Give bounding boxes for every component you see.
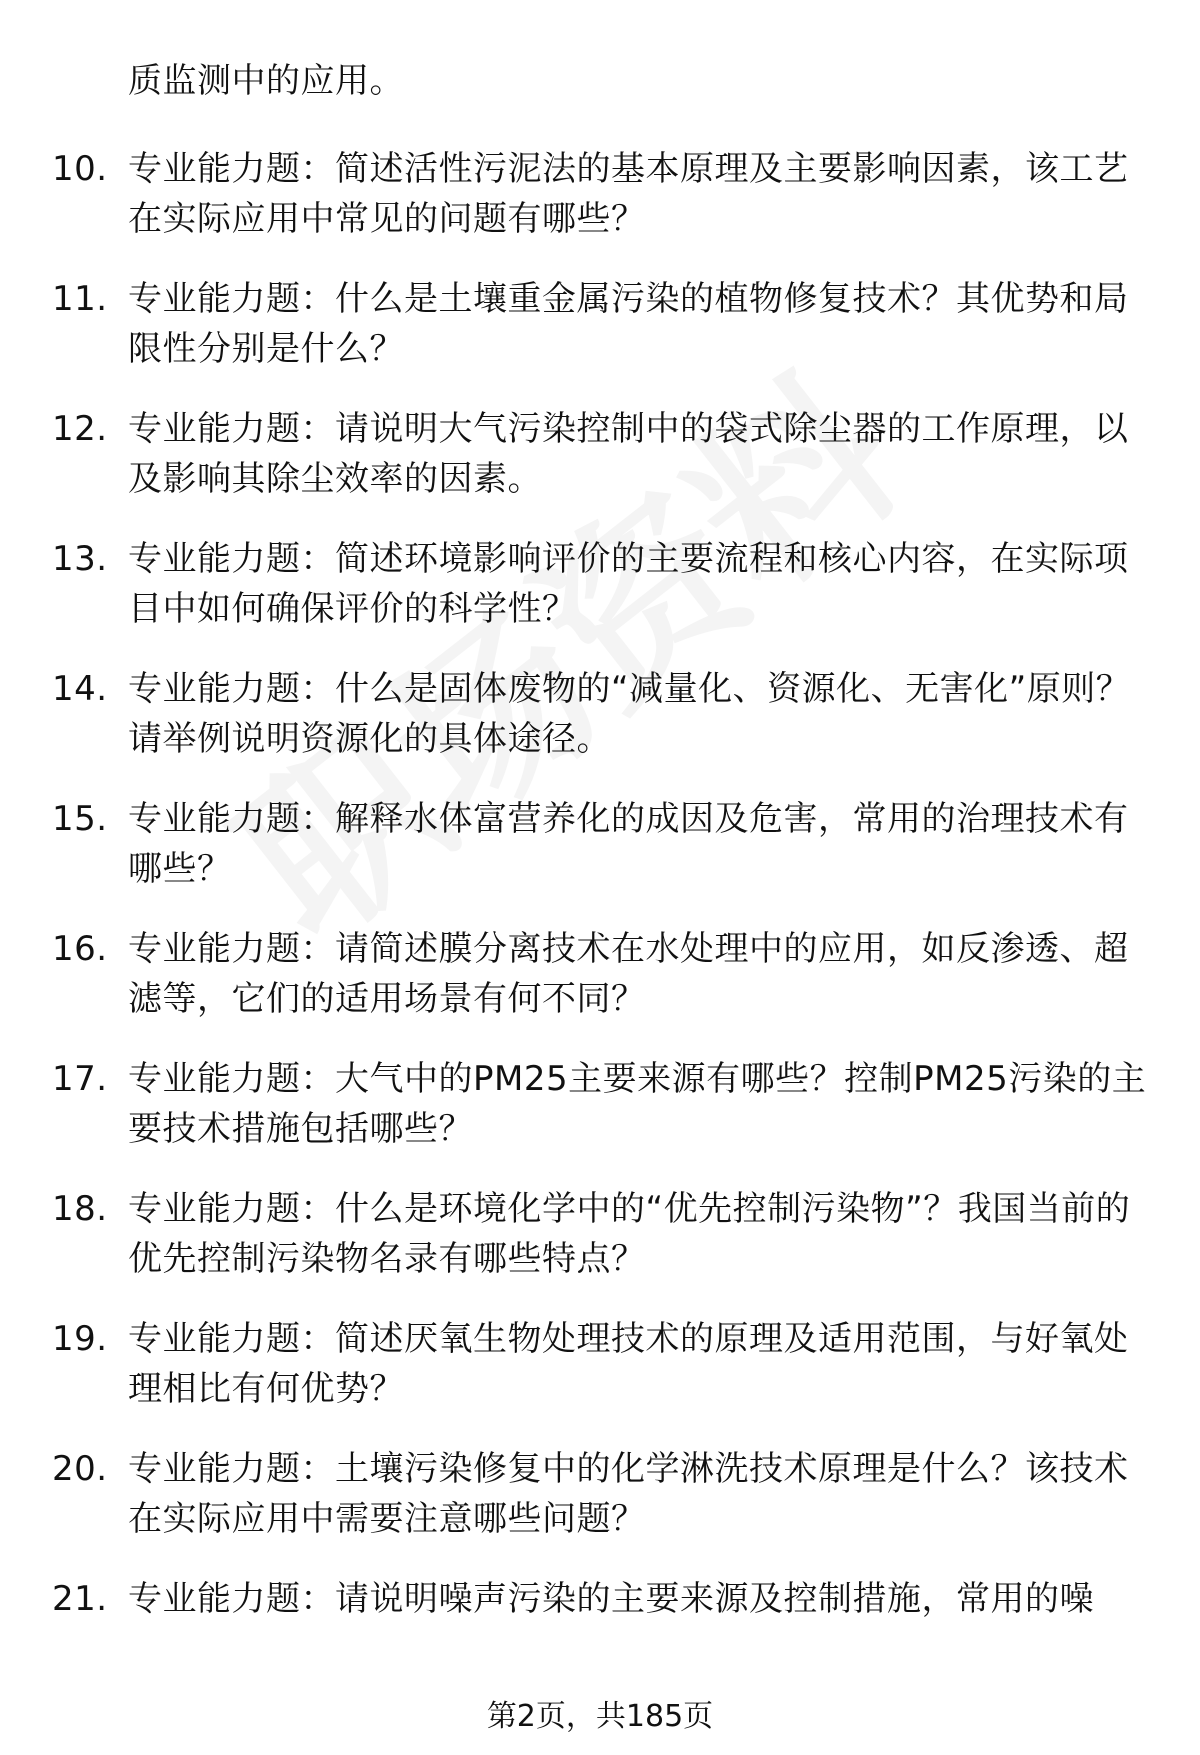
question-text: 专业能力题：土壤污染修复中的化学淋洗技术原理是什么？该技术在实际应用中需要注意哪些问题？ (128, 1449, 1129, 1539)
question-text: 专业能力题：请说明噪声污染的主要来源及控制措施，常用的噪 (128, 1579, 1094, 1619)
question-item (0, 794, 1200, 924)
question-number: 11. (52, 279, 108, 319)
question-text: 专业能力题：请简述膜分离技术在水处理中的应用，如反渗透、超滤等，它们的适用场景有何不同？ (128, 929, 1129, 1019)
page-footer: 第2页，共185页 (486, 1699, 714, 1734)
question-item (0, 664, 1200, 794)
question-item (0, 1314, 1200, 1444)
question-number: 20. (52, 1449, 108, 1489)
question-item (0, 1184, 1200, 1314)
question-number: 10. (52, 149, 108, 189)
question-number: 17. (52, 1059, 108, 1099)
continuation-text: 质监测中的应用。 (128, 61, 404, 101)
question-item (0, 144, 1200, 274)
question-number: 14. (52, 669, 108, 709)
question-text: 专业能力题：简述活性污泥法的基本原理及主要影响因素，该工艺在实际应用中常见的问题有哪些？ (128, 149, 1129, 239)
question-text: 专业能力题：请说明大气污染控制中的袋式除尘器的工作原理，以及影响其除尘效率的因素。 (128, 409, 1129, 499)
question-number: 18. (52, 1189, 108, 1229)
question-item (0, 534, 1200, 664)
question-number: 12. (52, 409, 108, 449)
question-number: 13. (52, 539, 108, 579)
question-text: 专业能力题：什么是环境化学中的“优先控制污染物”？我国当前的优先控制污染物名录有哪些特点？ (128, 1189, 1131, 1279)
question-item (0, 1054, 1200, 1184)
question-number: 15. (52, 799, 108, 839)
question-item (0, 1574, 1200, 1704)
question-list (0, 144, 1200, 1704)
question-text: 专业能力题：什么是土壤重金属污染的植物修复技术？其优势和局限性分别是什么？ (128, 279, 1129, 369)
question-item (0, 1444, 1200, 1574)
question-number: 16. (52, 929, 108, 969)
question-number: 19. (52, 1319, 108, 1359)
question-text: 专业能力题：什么是固体废物的“减量化、资源化、无害化”原则？请举例说明资源化的具体途径。 (128, 669, 1131, 759)
question-text: 专业能力题：解释水体富营养化的成因及危害，常用的治理技术有哪些？ (128, 799, 1129, 889)
question-text: 专业能力题：简述环境影响评价的主要流程和核心内容，在实际项目中如何确保评价的科学性？ (128, 539, 1129, 629)
question-item (0, 274, 1200, 404)
question-item (0, 924, 1200, 1054)
question-text: 专业能力题：简述厌氧生物处理技术的原理及适用范围，与好氧处理相比有何优势？ (128, 1319, 1129, 1409)
question-text: 专业能力题：大气中的PM25主要来源有哪些？控制PM25污染的主要技术措施包括哪些？ (128, 1059, 1147, 1149)
question-number: 21. (52, 1579, 108, 1619)
question-item (0, 404, 1200, 534)
